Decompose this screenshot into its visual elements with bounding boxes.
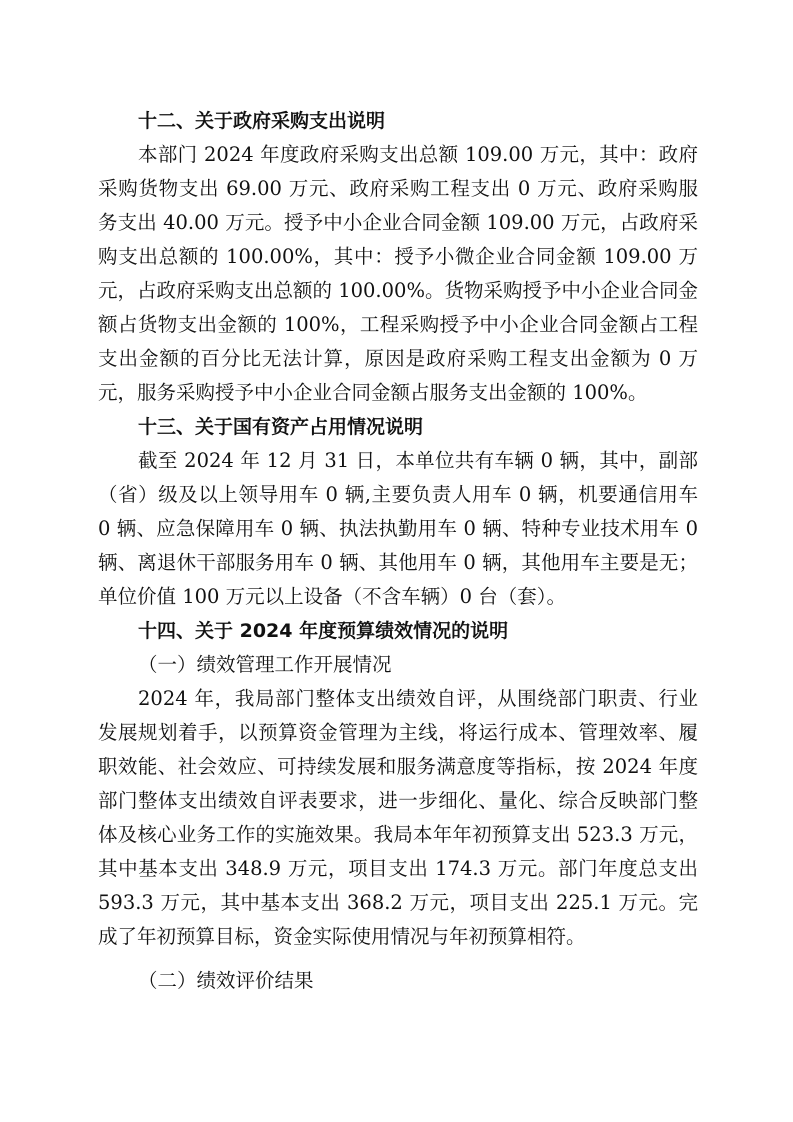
section-14-sub2-heading: （二）绩效评价结果 (138, 969, 314, 992)
section-12-heading: 十二、关于政府采购支出说明 (138, 110, 386, 132)
section-14-sub1-paragraph: 2024 年，我局部门整体支出绩效自评，从围绕部门职责、行业发展规划着手，以预算资金管理为主线，将运行成本、管理效率、履职效能、社会效应、可持续发展和服务满意度等指标，按 2024 年度部门整体支出绩效自评表要求，进一步细化、量化、综合反映部门整体及核心业务工作的实施效果。我局本年年初预算支出 523.3 万元，其中基本支出 348.9 万元，项目支出 174.3 万元。部门年度总支出 593.3 万元，其中基本支出 368.2 万元，项目支出 225.1 万元。完成了年初预算目标，资金实际使用情况与年初预算相符。 (98, 687, 698, 948)
section-13-heading: 十三、关于国有资产占用情况说明 (138, 416, 424, 438)
section-12-paragraph: 本部门 2024 年度政府采购支出总额 109.00 万元，其中：政府采购货物支出 69.00 万元、政府采购工程支出 0 万元、政府采购服务支出 40.00 万元。授予中小企业合同金额 109.00 万元，占政府采购支出总额的 100.00%，其中：授予小微企业合同金额 109.00 万元，占政府采购支出总额的 100.00%。货物采购授予中小企业合同金额占货物支出金额的 100%，工程采购授予中小企业合同金额占工程支出金额的百分比无法计算，原因是政府采购工程支出金额为 0 万元，服务采购授予中小企业合同金额占服务支出金额的 100%。 (98, 143, 698, 404)
section-14-heading: 十四、关于 2024 年度预算绩效情况的说明 (138, 620, 509, 642)
section-14-sub1-heading: （一）绩效管理工作开展情况 (138, 653, 392, 676)
section-13-paragraph: 截至 2024 年 12 月 31 日，本单位共有车辆 0 辆，其中，副部（省）级及以上领导用车 0 辆,主要负责人用车 0 辆，机要通信用车 0 辆、应急保障用车 0 辆、执法执勤用车 0 辆、特种专业技术用车 0 辆、离退休干部服务用车 0 辆、其他用车 0 辆，其他用车主要是无；单位价值 100 万元以上设备（不含车辆）0 台（套）。 (98, 449, 698, 608)
document-body (98, 104, 698, 998)
